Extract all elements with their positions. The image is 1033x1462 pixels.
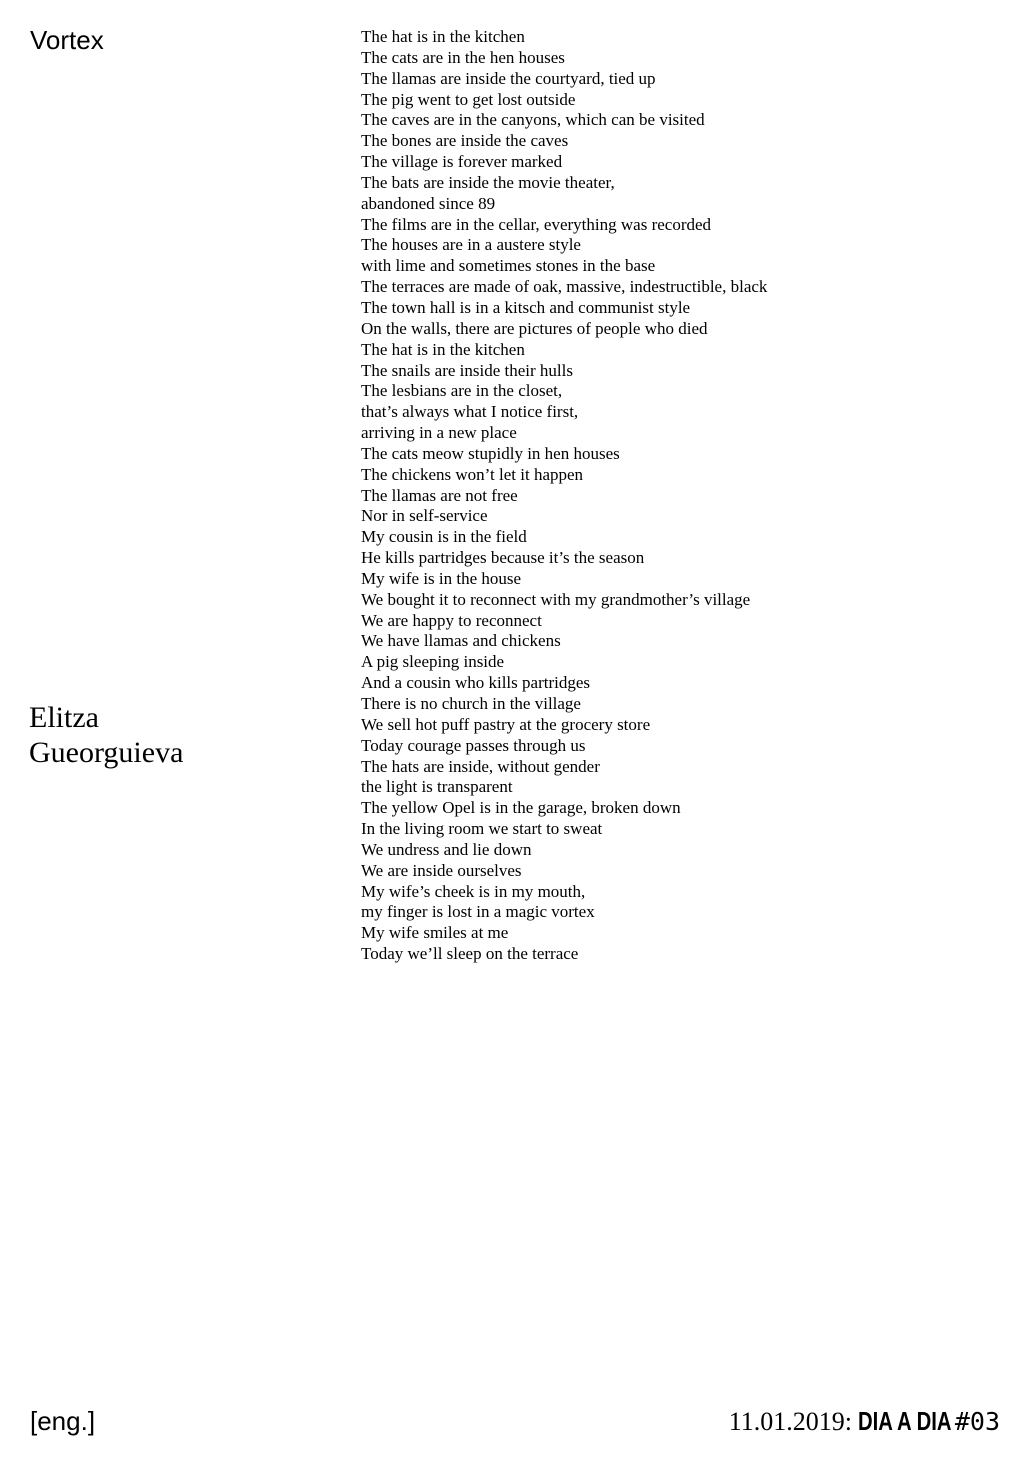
poem-line: Nor in self-service (361, 506, 488, 526)
language-tag: [eng.] (30, 1406, 96, 1436)
poem-line: There is no church in the village (361, 694, 581, 713)
poem-line: The terraces are made of oak, massive, indestructible, black (361, 277, 768, 297)
poem-line: Today we’ll sleep on the terrace (361, 944, 579, 964)
poem-line: that’s always what I notice first, (361, 402, 579, 422)
poem-line: My wife’s cheek is in my mouth, (361, 881, 586, 901)
author-name (29, 700, 183, 770)
poem-line: My cousin is in the field (361, 527, 527, 547)
poem-line: The llamas are not free (361, 485, 518, 505)
poem-line: We sell hot puff pastry at the grocery store (361, 714, 651, 734)
poem-line: The hat is in the kitchen (361, 339, 525, 359)
poem-line: arriving in a new place (361, 423, 517, 443)
poem-line: My wife smiles at me (361, 923, 509, 943)
author-last-name: Gueorguieva (29, 736, 184, 769)
poem-line: We are happy to reconnect (361, 610, 542, 630)
poem-line: We are inside ourselves (361, 860, 522, 880)
poem-line: The bones are inside the caves (361, 131, 569, 151)
poem-line: my finger is lost in a magic vortex (361, 902, 595, 922)
publication-info (729, 1405, 1000, 1438)
poem-line: The snails are inside their hulls (361, 360, 573, 380)
poem-line: He kills partridges because it’s the season (361, 548, 645, 568)
publication-date: 11.01.2019: (728, 1407, 852, 1436)
poem-line: The llamas are inside the courtyard, tied up (361, 68, 656, 88)
poem-line: The lesbians are in the closet, (361, 381, 563, 401)
poem-line: The hats are inside, without gender (361, 756, 600, 776)
poem-line: In the living room we start to sweat (361, 819, 603, 839)
poem-line: The chickens won’t let it happen (361, 464, 584, 484)
poem-text (361, 27, 767, 965)
poem-title: Vortex (30, 25, 104, 55)
poem-line: A pig sleeping inside (361, 652, 505, 672)
poem-line: The films are in the cellar, everything was recorded (361, 214, 712, 234)
poem-line: And a cousin who kills partridges (361, 673, 590, 693)
poem-line: The village is forever marked (361, 152, 563, 172)
poem-line: abandoned since 89 (361, 193, 496, 213)
poem-line: On the walls, there are pictures of people who died (361, 318, 708, 338)
poem-line: We bought it to reconnect with my grandmother’s village (361, 589, 751, 609)
poem-line: The hat is in the kitchen (361, 27, 525, 46)
poem-line: The caves are in the canyons, which can be visited (361, 110, 705, 130)
series-name: DIA A DIA (858, 1406, 952, 1436)
poem-line: the light is transparent (361, 777, 513, 797)
poem-line: The cats meow stupidly in hen houses (361, 443, 620, 463)
poem-line: We have llamas and chickens (361, 631, 561, 651)
issue-number: #03 (954, 1407, 1000, 1436)
poem-line: with lime and sometimes stones in the base (361, 256, 656, 276)
poem-line: The cats are in the hen houses (361, 47, 565, 67)
author-first-name: Elitza (29, 701, 99, 734)
poem-line: The pig went to get lost outside (361, 89, 576, 109)
poem-line: We undress and lie down (361, 839, 532, 859)
poem-line: Today courage passes through us (361, 735, 586, 755)
poem-line: The town hall is in a kitsch and communist style (361, 297, 691, 317)
poem-line: The houses are in a austere style (361, 235, 581, 255)
poem-line: My wife is in the house (361, 568, 522, 588)
poem-line: The yellow Opel is in the garage, broken down (361, 798, 681, 818)
poem-line: The bats are inside the movie theater, (361, 172, 615, 192)
